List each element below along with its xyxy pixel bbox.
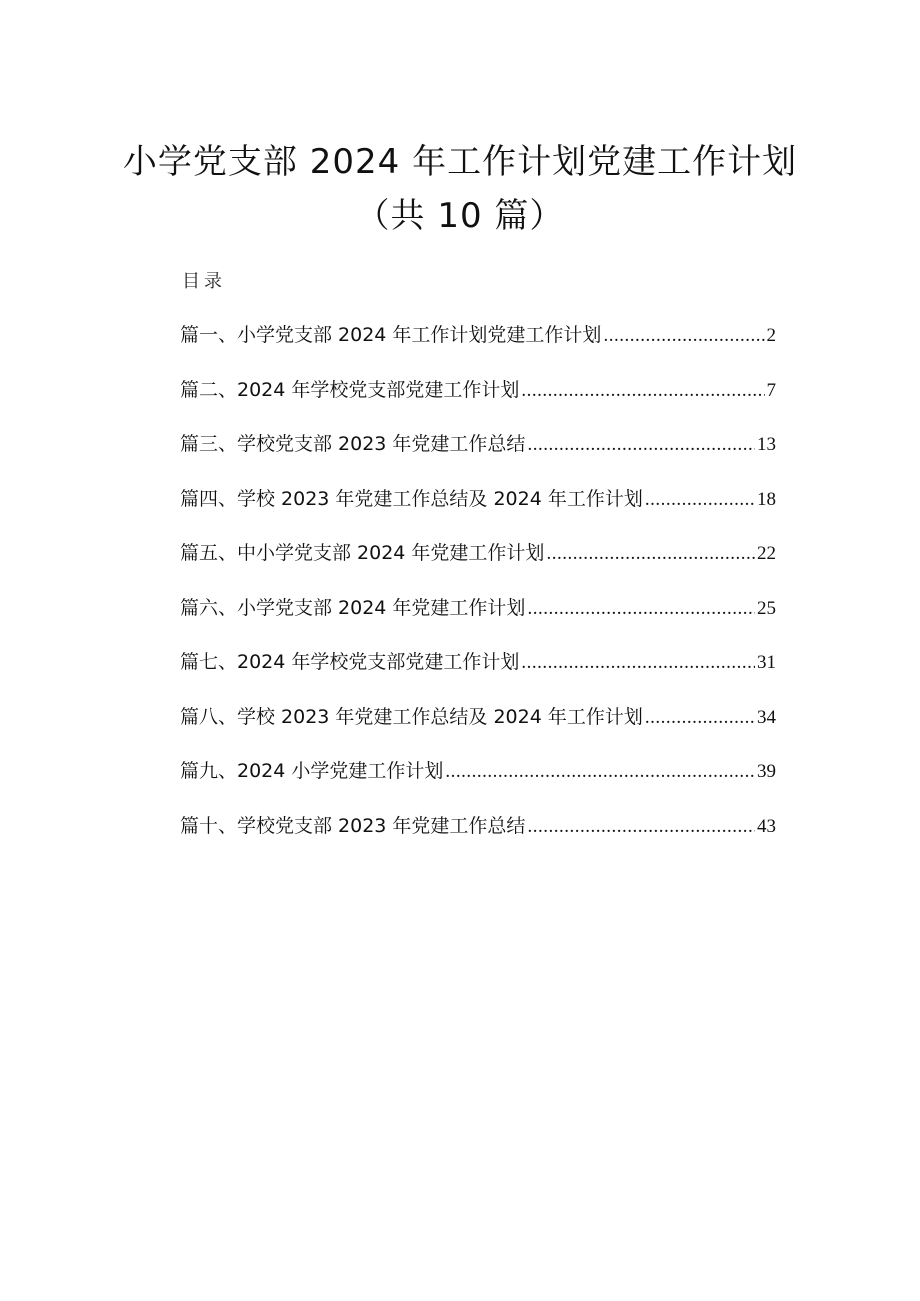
toc-entry-label: 篇八、学校 2023 年党建工作总结及 2024 年工作计划 [180, 705, 643, 728]
toc-entry[interactable] [180, 811, 776, 866]
toc-entry[interactable] [180, 429, 776, 484]
toc-entry-label: 篇一、小学党支部 2024 年工作计划党建工作计划 [180, 324, 602, 346]
toc-entry-label: 篇六、小学党支部 2024 年党建工作计划 [180, 596, 526, 619]
toc-entry[interactable] [180, 375, 776, 430]
toc-leader-dots [521, 652, 755, 674]
toc-heading: 目录 [182, 271, 226, 292]
toc-leader-dots [445, 761, 755, 783]
toc-leader-dots [546, 543, 755, 565]
toc-leader-dots [527, 598, 755, 620]
toc-entry[interactable] [180, 756, 776, 811]
toc-entry-label: 篇二、2024 年学校党支部党建工作计划 [180, 378, 520, 401]
toc-entry-page: 13 [757, 434, 776, 455]
toc-entry-page: 34 [757, 706, 776, 728]
toc-entry-label: 篇三、学校党支部 2023 年党建工作总结 [180, 433, 526, 455]
toc-leader-dots [521, 380, 764, 402]
title-line-main: 小学党支部 2024 年工作计划党建工作计划 [122, 142, 798, 182]
toc-leader-dots [527, 434, 755, 456]
title-line-count: （共 10 篇） [355, 196, 565, 236]
table-of-contents [180, 320, 776, 865]
toc-entry-page: 2 [766, 325, 776, 346]
toc-entry[interactable] [180, 484, 776, 539]
toc-leader-dots [645, 707, 755, 729]
toc-entry-page: 7 [766, 379, 776, 401]
toc-entry-page: 18 [757, 488, 776, 510]
toc-entry-page: 39 [757, 761, 776, 782]
toc-leader-dots [603, 325, 764, 347]
toc-leader-dots [527, 816, 755, 838]
toc-entry-label: 篇五、中小学党支部 2024 年党建工作计划 [180, 542, 545, 564]
toc-leader-dots [645, 489, 755, 511]
toc-entry-page: 31 [757, 652, 776, 673]
toc-entry-page: 22 [757, 543, 776, 564]
toc-entry[interactable] [180, 538, 776, 593]
toc-entry-page: 43 [757, 815, 776, 837]
toc-entry-label: 篇七、2024 年学校党支部党建工作计划 [180, 651, 520, 673]
toc-entry[interactable] [180, 702, 776, 757]
toc-entry-page: 25 [757, 597, 776, 619]
toc-entry-label: 篇九、2024 小学党建工作计划 [180, 760, 444, 782]
toc-entry-label: 篇四、学校 2023 年党建工作总结及 2024 年工作计划 [180, 487, 643, 510]
toc-entry[interactable] [180, 647, 776, 702]
toc-entry-label: 篇十、学校党支部 2023 年党建工作总结 [180, 814, 526, 837]
toc-entry[interactable] [180, 320, 776, 375]
toc-entry[interactable] [180, 593, 776, 648]
document-title [0, 140, 920, 238]
